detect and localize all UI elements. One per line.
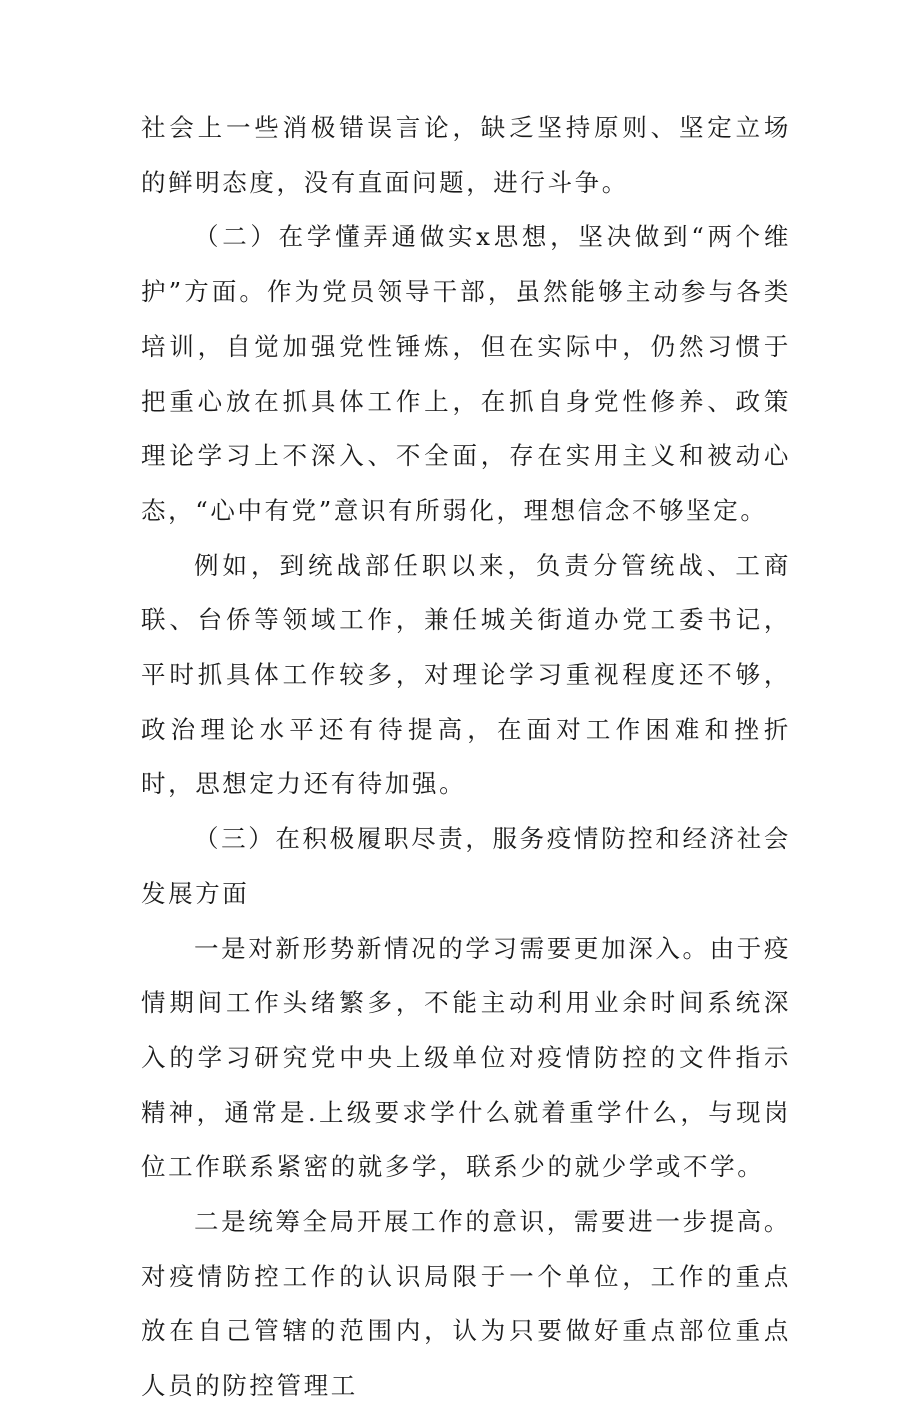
paragraph-section-three: （三）在积极履职尽责，服务疫情防控和经济社会发展方面 xyxy=(141,824,791,908)
paragraph-point-two: 二是统筹全局开展工作的意识，需要进一步提高。对疫情防控工作的认识局限于一个单位，工作的重点放在自己管辖的范围内，认为只要做好重点部位重点人员的防控管理工 xyxy=(141,1207,791,1401)
document-body xyxy=(141,101,791,1414)
paragraph-point-one: 一是对新形势新情况的学习需要更加深入。由于疫情期间工作头绪繁多，不能主动利用业余时间系统深入的学习研究党中央上级单位对疫情防控的文件指示精神，通常是.上级要求学什么就着重学什么，与现岗位工作联系紧密的就多学，联系少的就少学或不学。 xyxy=(141,933,791,1182)
paragraph-section-two: （二）在学懂弄通做实x思想，坚决做到“两个维护”方面。作为党员领导干部，虽然能够主动参与各类培训，自觉加强党性锤炼，但在实际中，仍然习惯于把重心放在抓具体工作上，在抓自身党性修养、政策理论学习上不深入、不全面，存在实用主义和被动心态，“心中有党”意识有所弱化，理想信念不够坚定。 xyxy=(141,222,791,525)
paragraph-example: 例如，到统战部任职以来，负责分管统战、工商联、台侨等领域工作，兼任城关街道办党工委书记，平时抓具体工作较多，对理论学习重视程度还不够，政治理论水平还有待提高，在面对工作困难和挫折时，思想定力还有待加强。 xyxy=(141,550,791,799)
paragraph-continued: 社会上一些消极错误言论，缺乏坚持原则、坚定立场的鲜明态度，没有直面问题，进行斗争。 xyxy=(141,113,791,197)
